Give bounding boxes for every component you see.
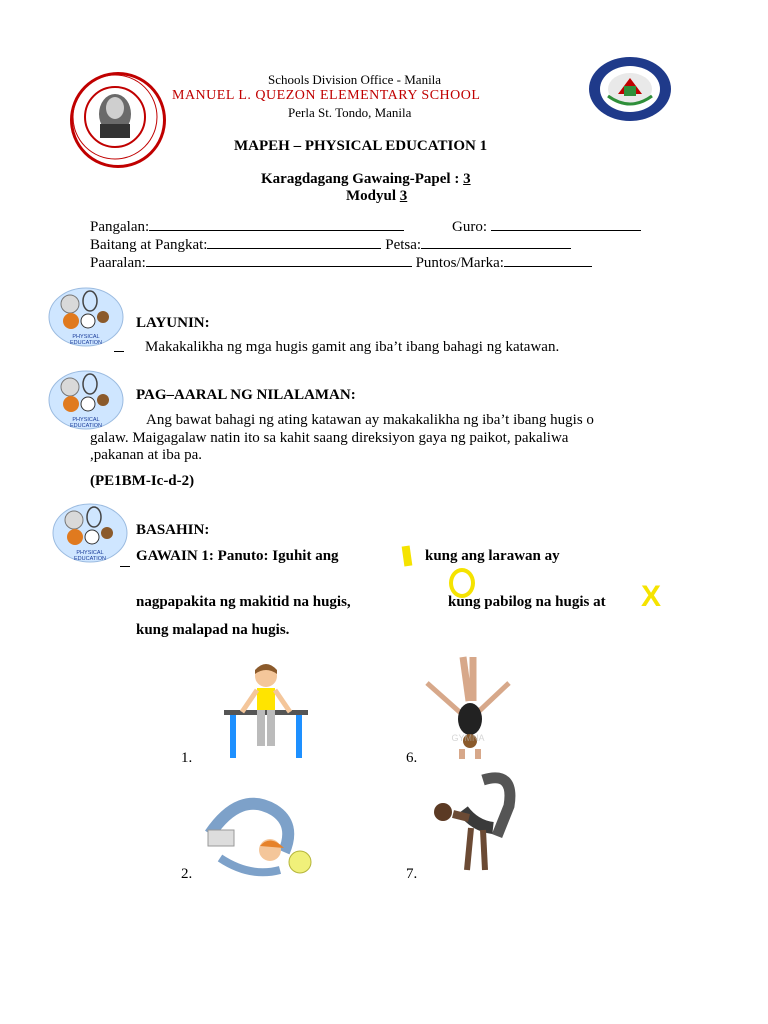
pe-sports-icon xyxy=(48,287,124,347)
pe-sports-icon xyxy=(48,370,124,430)
division-office: Schools Division Office - Manila xyxy=(268,72,442,87)
module-label: Modyul xyxy=(346,188,397,204)
pag-aaral-line2: galaw. Maigagalaw natin ito sa kahit saang direksiyon gaya ng paikot, pakaliwa xyxy=(90,430,569,446)
exercise-image-1 xyxy=(202,656,330,764)
worksheet-subtitle xyxy=(261,171,471,188)
pag-aaral-line1: Ang bawat bahagi ng ating katawan ay makakalikha ng iba’t ibang hugis o xyxy=(146,412,594,428)
wide-shape-symbol-x: X xyxy=(641,580,662,613)
pe-sports-icon xyxy=(52,503,128,563)
pe-logo-line1: PHYSICAL xyxy=(72,334,100,340)
form-row-1b xyxy=(452,218,641,236)
pe-logo-line2: EDUCATION xyxy=(70,423,102,429)
exercise-image-6 xyxy=(423,653,513,761)
gawain-instruction-2: kung ang larawan ay xyxy=(425,548,560,564)
name-field[interactable] xyxy=(149,218,404,231)
name-label: Pangalan: xyxy=(90,219,150,235)
school-name: MANUEL L. QUEZON ELEMENTARY SCHOOL xyxy=(172,88,481,103)
layunin-text: Makakalikha ng mga hugis gamit ang iba’t ibang bahagi ng katawan. xyxy=(145,339,560,355)
teacher-label: Guro: xyxy=(452,219,487,235)
pe-logo-line1: PHYSICAL xyxy=(72,417,100,423)
pag-aaral-line3: ,pakanan at iba pa. xyxy=(90,447,203,463)
score-label: Puntos/Marka: xyxy=(415,255,504,271)
module-subtitle xyxy=(346,188,407,205)
teacher-field[interactable] xyxy=(491,218,641,231)
pe-logo-3 xyxy=(52,503,128,568)
item-number: 1. xyxy=(181,750,193,766)
school-label: Paaralan: xyxy=(90,255,146,271)
item-number: 7. xyxy=(406,866,418,882)
score-field[interactable] xyxy=(504,254,592,267)
grade-field[interactable] xyxy=(207,236,381,249)
form-row-1 xyxy=(90,218,404,236)
pe-logo-2 xyxy=(48,370,124,435)
gawain-instruction-5: kung malapad na hugis. xyxy=(136,622,290,638)
item-number: 6. xyxy=(406,750,418,766)
school-seal-left xyxy=(70,72,166,168)
basahin-heading: BASAHIN: xyxy=(136,522,210,538)
worksheet-label: Karagdagang Gawaing-Papel : xyxy=(261,171,460,187)
gawain-instruction-4: kung pabilog na hugis at xyxy=(448,594,606,610)
school-address: Perla St. Tondo, Manila xyxy=(288,105,412,120)
exercise-image-7 xyxy=(423,766,531,878)
gawain-instruction-3: nagpapakita ng makitid na hugis, xyxy=(136,594,351,610)
item-number: 2. xyxy=(181,866,193,882)
layunin-dash xyxy=(114,351,124,352)
pe-logo-1 xyxy=(48,287,124,352)
date-label: Petsa: xyxy=(385,237,422,253)
svg-text:GYMNA: GYMNA xyxy=(451,733,485,743)
form-row-3 xyxy=(90,254,592,272)
basahin-dash xyxy=(120,566,130,567)
narrow-shape-symbol-icon xyxy=(402,546,413,567)
worksheet-number: 3 xyxy=(463,171,471,187)
date-field[interactable] xyxy=(421,236,571,249)
pag-aaral-heading: PAG–AARAL NG NILALAMAN: xyxy=(136,387,356,403)
page-title: MAPEH – PHYSICAL EDUCATION 1 xyxy=(234,138,488,154)
grade-label: Baitang at Pangkat: xyxy=(90,237,208,253)
competency-code: (PE1BM-Ic-d-2) xyxy=(90,473,195,489)
division-seal-right xyxy=(588,56,672,122)
module-number: 3 xyxy=(399,188,408,204)
exercise-image-2 xyxy=(200,790,318,884)
layunin-heading: LAYUNIN: xyxy=(136,315,210,331)
school-field[interactable] xyxy=(146,254,412,267)
form-row-2 xyxy=(90,236,571,254)
pe-logo-line1: PHYSICAL xyxy=(76,550,104,556)
pe-logo-line2: EDUCATION xyxy=(70,340,102,346)
gawain-instruction-1: GAWAIN 1: Panuto: Iguhit ang xyxy=(136,548,339,564)
pe-logo-line2: EDUCATION xyxy=(74,556,106,562)
